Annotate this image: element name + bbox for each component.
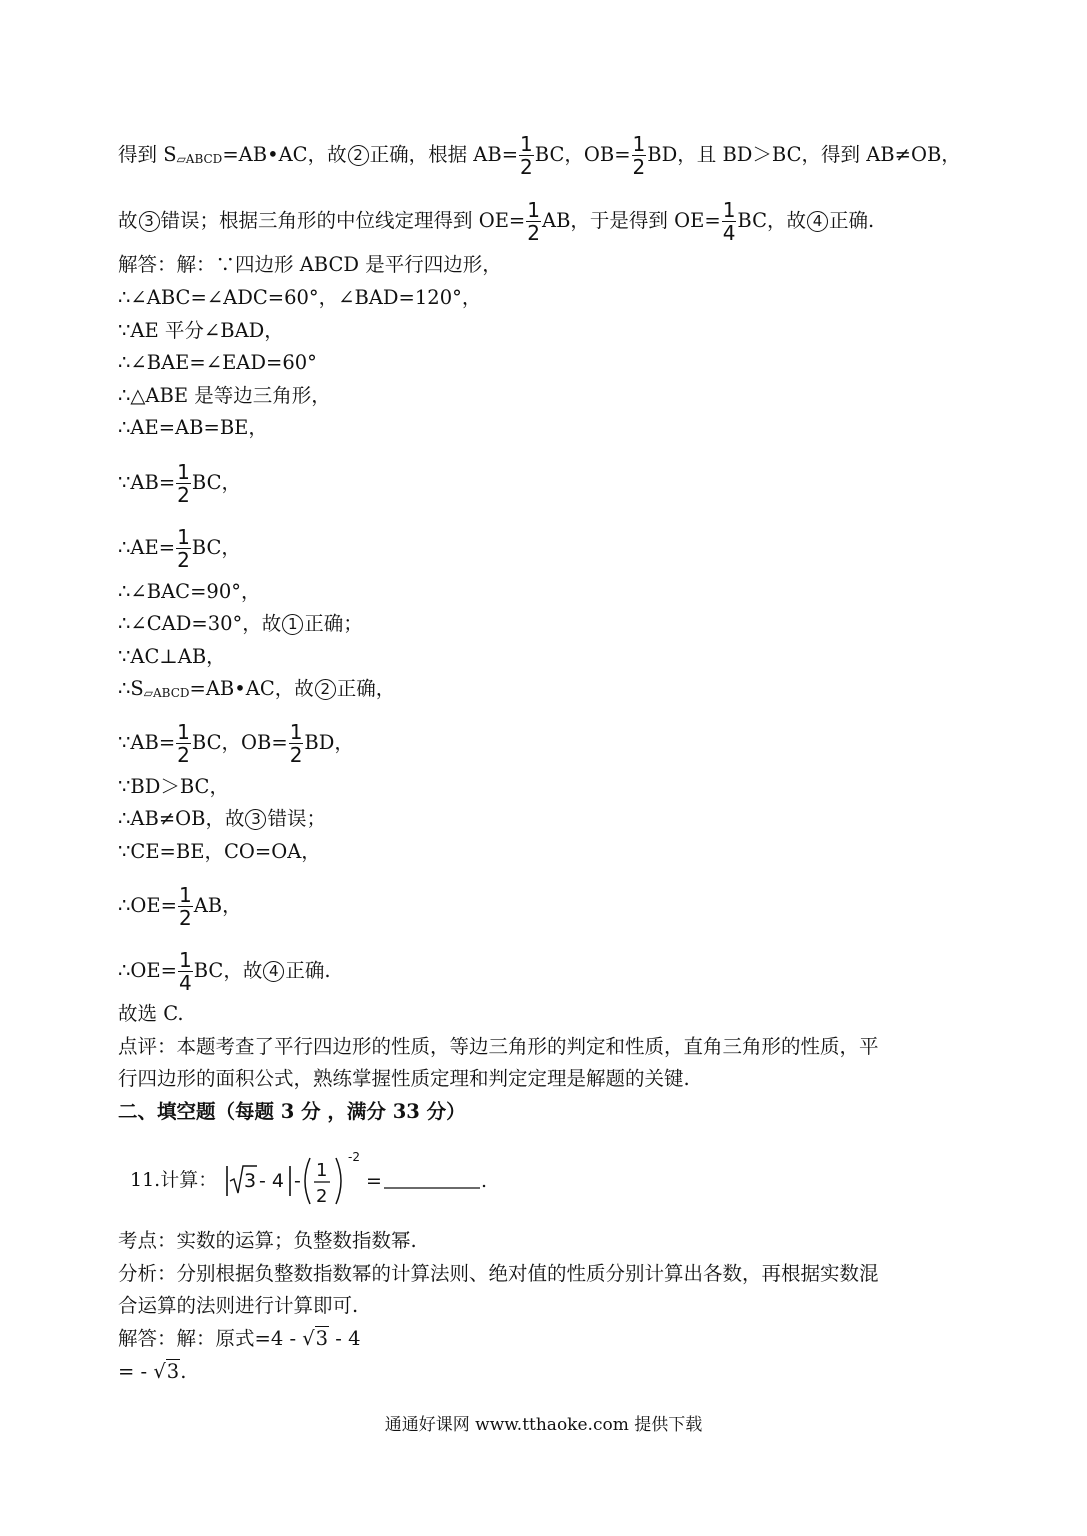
fraction: $\frac{1}{2}$ (289, 720, 303, 767)
text: BD，且 BD＞BC，得到 AB≠OB， (647, 143, 961, 166)
text-line-19 (118, 885, 242, 928)
text-line-5: ∵AE 平分∠BAD， (118, 319, 284, 342)
text: ∵AB= (118, 731, 176, 754)
exponent: -2 (348, 1150, 360, 1164)
text: BC， (191, 536, 241, 559)
text: 解答：解：原式=4 - (118, 1327, 303, 1350)
text: AB，于是得到 OE= (542, 209, 721, 232)
text: BC， (191, 471, 242, 494)
text: - 4 (329, 1327, 361, 1350)
text-line-11: ∴∠BAC=90°， (118, 580, 261, 603)
comment-line-2: 行四边形的面积公式，熟练掌握性质定理和判定定理是解题的关键. (118, 1067, 690, 1090)
text: 故 (118, 209, 138, 232)
fraction: $\frac{1}{4}$ (722, 198, 736, 245)
text-line-1 (118, 134, 961, 177)
fraction-numerator: 1 (316, 1160, 328, 1181)
text: BC，故 (737, 209, 807, 232)
minus-four: - 4 (259, 1170, 284, 1192)
text: = - (118, 1360, 154, 1383)
fraction: $\frac{1}{2}$ (520, 132, 533, 179)
text-line-3: 解答：解：∵四边形 ABCD 是平行四边形， (118, 253, 502, 276)
text: BC，OB= (534, 143, 631, 166)
answer-line-2 (118, 1360, 186, 1384)
text: ∴AB≠OB，故 (118, 807, 245, 830)
circled-number: 2 (315, 679, 336, 700)
text: ∵AB= (118, 471, 176, 494)
text-line-16: ∵BD＞BC， (118, 775, 229, 798)
text: BC，故 (193, 959, 263, 982)
text-line-2 (118, 200, 874, 243)
text: ∴OE= (118, 894, 177, 917)
text-line-14 (118, 677, 395, 705)
analysis-line-2: 合运算的法则进行计算即可. (118, 1294, 359, 1317)
text-line-20 (118, 950, 331, 993)
text-line-18: ∵CE=BE，CO=OA， (118, 840, 321, 863)
subscript: ▱ABCD (176, 152, 223, 166)
text-line-7: ∴△ABE 是等边三角形， (118, 384, 331, 407)
text: ∴OE= (118, 959, 177, 982)
fraction: $\frac{1}{4}$ (178, 948, 192, 995)
circled-number: 4 (807, 211, 828, 232)
text: BC，OB= (191, 731, 288, 754)
fraction: $\frac{1}{2}$ (177, 720, 190, 767)
text: BD， (304, 731, 354, 754)
text-line-6: ∴∠BAE=∠EAD=60° (118, 351, 317, 374)
sqrt-expression: √3 (302, 1327, 329, 1350)
left-paren (305, 1158, 310, 1204)
answer-line-1 (118, 1327, 361, 1351)
sqrt-argument: 3 (244, 1170, 257, 1192)
text-line-9 (118, 462, 241, 505)
text: 正确； (304, 612, 363, 635)
text-line-12 (118, 612, 363, 636)
fraction: $\frac{1}{2}$ (177, 460, 190, 507)
text: =AB•AC，故 (222, 143, 347, 166)
circled-number: 3 (139, 211, 160, 232)
text: 正确， (336, 677, 396, 700)
right-paren (336, 1158, 341, 1204)
text: 正确. (285, 959, 331, 982)
sqrt-expression: √3 (153, 1360, 180, 1383)
text: . (180, 1360, 187, 1383)
text: ∴∠CAD=30°，故 (118, 612, 282, 635)
question-label: 11.计算： (130, 1169, 218, 1191)
text-line-10 (118, 527, 241, 570)
text: AB， (193, 894, 242, 917)
text-line-4: ∴∠ABC=∠ADC=60°，∠BAD=120°， (118, 286, 482, 309)
text: ∴S (118, 677, 144, 700)
equals-sign: = (366, 1170, 382, 1192)
circled-number: 1 (282, 614, 303, 635)
page-footer: 通通好课网 www.tthaoke.com 提供下载 (384, 1415, 703, 1435)
text: =AB•AC，故 (189, 677, 314, 700)
text-line-21: 故选 C. (118, 1002, 184, 1025)
text: 错误；根据三角形的中位线定理得到 OE= (160, 209, 526, 232)
formula-graphic (130, 1150, 510, 1210)
fraction: $\frac{1}{2}$ (527, 198, 541, 245)
text-line-13: ∵AC⊥AB， (118, 645, 226, 668)
comment-line-1: 点评：本题考查了平行四边形的性质，等边三角形的判定和性质，直角三角形的性质，平 (118, 1035, 879, 1058)
circled-number: 2 (348, 145, 369, 166)
text: 正确. (829, 209, 875, 232)
circled-number: 4 (263, 961, 284, 982)
knowledge-point: 考点：实数的运算；负整数指数幂. (118, 1229, 417, 1252)
fraction: $\frac{1}{2}$ (177, 525, 190, 572)
text-line-17 (118, 807, 326, 831)
fraction: $\frac{1}{2}$ (178, 883, 192, 930)
minus-sign: - (294, 1170, 301, 1192)
text: ∴AE= (118, 536, 176, 559)
subscript: ▱ABCD (143, 686, 190, 700)
text: 得到 S (118, 143, 177, 166)
period: . (481, 1170, 488, 1192)
circled-number: 3 (245, 809, 266, 830)
text-line-8: ∴AE=AB=BE， (118, 416, 268, 439)
text: 正确，根据 AB= (369, 143, 519, 166)
text: 错误； (267, 807, 326, 830)
analysis-line-1: 分析：分别根据负整数指数幂的计算法则、绝对值的性质分别计算出各数，再根据实数混 (118, 1262, 879, 1285)
section-heading: 二、填空题（每题 3 分 ，满分 33 分） (118, 1100, 466, 1123)
fraction: $\frac{1}{2}$ (632, 132, 646, 179)
text-line-15 (118, 722, 354, 765)
fraction-denominator: 2 (316, 1186, 328, 1207)
